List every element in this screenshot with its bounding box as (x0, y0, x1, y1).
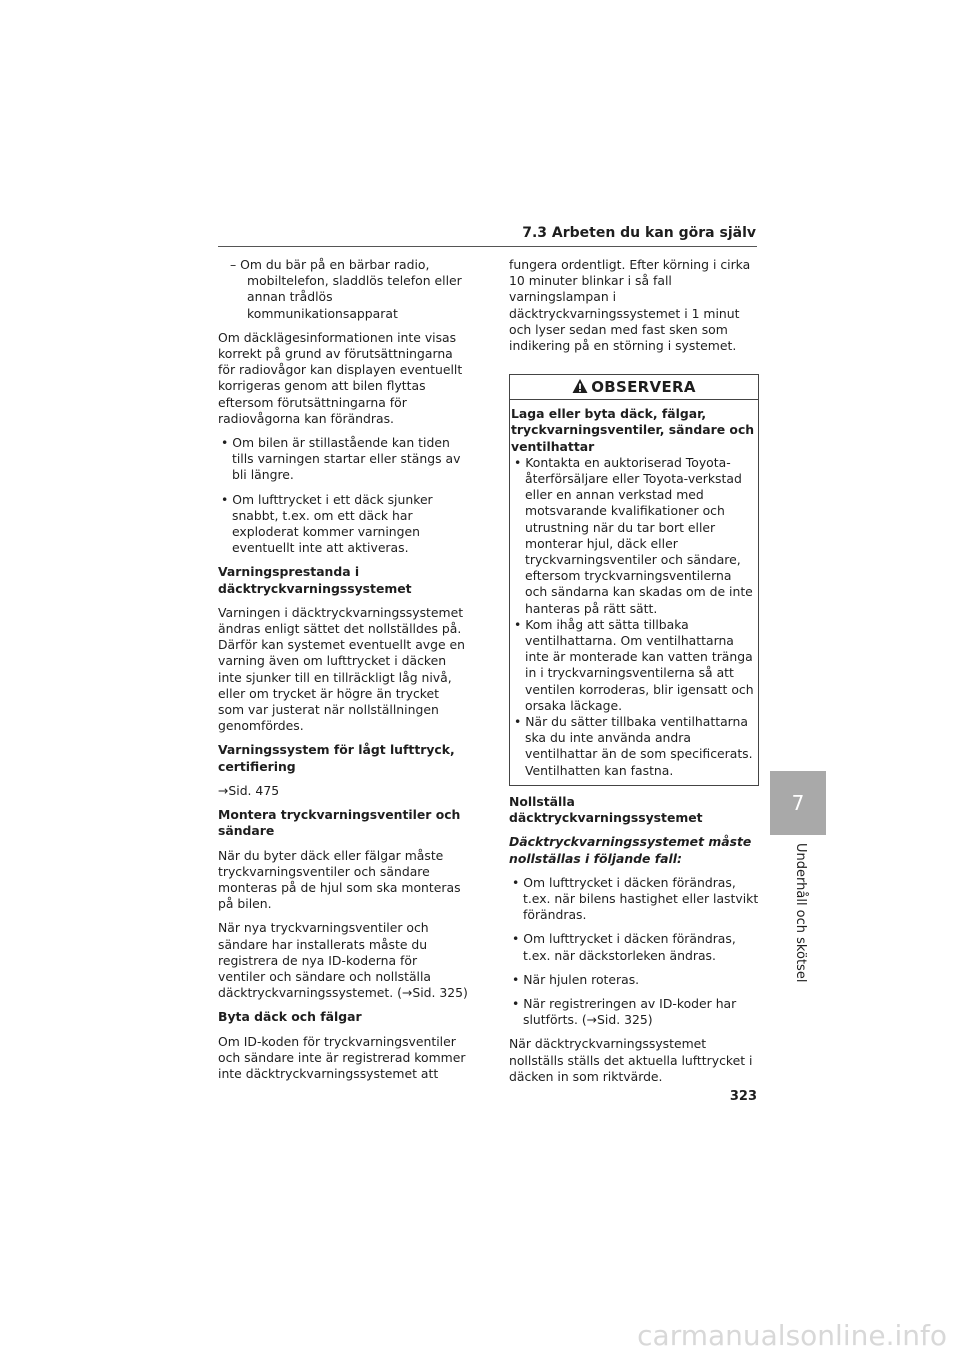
chapter-label: Underhåll och skötsel (793, 843, 808, 983)
caution-item: • Kom ihåg att sätta tillbaka ventilhattarna. Om ventilhattarna inte är monterade kan vatten tränga in i tryckvarningsventilerna så att ventilen korroderas, blir igensatt och orsaka läckage. (514, 616, 754, 713)
bullet-item: • När hjulen roteras. (512, 971, 640, 987)
bullet-item: • Om bilen är stillastående kan tiden tills varningen startar eller stängs av bli längre. (221, 435, 461, 483)
watermark: carmanualsonline.info (637, 1319, 947, 1352)
caution-body (510, 400, 758, 785)
chapter-tab: 7 (770, 771, 826, 835)
bullet-item: • Om lufttrycket i däcken förändras, t.ex. när däckstorleken ändras. (512, 931, 736, 963)
subheading: Varningssystem för lågt lufttryck, certifiering (218, 742, 455, 774)
section-title: 7.3 Arbeten du kan göra själv (522, 225, 756, 241)
caution-heading: Laga eller byta däck, fälgar, tryckvarningsventiler, sändare och ventilhattar (511, 406, 755, 454)
caution-box (509, 374, 759, 786)
right-column (509, 257, 759, 1093)
subheading: Varningsprestanda i däcktryckvarningssystemet (218, 564, 412, 596)
subheading: Byta däck och fälgar (218, 1009, 362, 1025)
left-column (218, 257, 468, 1090)
paragraph: När däcktryckvarningssystemet nollställs ställs det aktuella lufttrycket i däcken in som riktvärde. (509, 1036, 753, 1084)
paragraph: Om ID-koden för tryckvarningsventiler och sändare inte är registrerad kommer inte däcktryckvarningssystemet att (218, 1033, 466, 1081)
caution-header (510, 375, 758, 400)
subheading: Nollställa däcktryckvarningssystemet (509, 793, 703, 826)
paragraph: fungera ordentligt. Efter körning i cirka 10 minuter blinkar i så fall varningslampan i däcktryckvarningssystemet i 1 minut och lyser sedan med fast sken som indikering på en störning i systemet. (509, 257, 751, 354)
bullet-item: • Om lufttrycket i däcken förändras, t.ex. när bilens hastighet eller lastvikt förändras. (512, 874, 759, 923)
paragraph: När du byter däck eller fälgar måste tryckvarningsventiler och sändare monteras på de hjul som ska monteras på bilen. (218, 847, 461, 912)
caution-title: OBSERVERA (591, 378, 696, 397)
paragraph: När nya tryckvarningsventiler och sändare har installerats måste du registrera de nya ID-koderna för ventiler och sändare och nollställa däcktryckvarningssystemet. (→Sid. 325) (218, 920, 468, 1001)
paragraph: Varningen i däcktryckvarningssystemet ändras enligt sättet det nollställdes på. Därför kan systemet eventuellt avge en varning även om lufttrycket i däcken inte sjunker till en tillräckligt låg nivå, eller om trycket är högre än trycket som var justerat när nollställningen genomfördes. (218, 604, 466, 734)
subheading-italic: Däcktryckvarningssystemet måste nollställas i följande fall: (509, 834, 752, 866)
bullet-item: • När registreringen av ID-koder har slutförts. (→Sid. 325) (512, 995, 737, 1028)
caution-item: • Kontakta en auktoriserad Toyota-återförsäljare eller Toyota-verkstad eller en annan verkstad med motsvarande kvalifikationer och utrustning när du tar bort eller monterar hjul, däck eller tryckvarningsventiler och sändare, eftersom tryckvarningsventilerna och sändarna kan skadas om de inte hanteras på rätt sätt. (514, 454, 753, 616)
page-number: 323 (729, 1089, 757, 1104)
dash-list-item: – Om du bär på en bärbar radio, mobiltelefon, sladdlös telefon eller annan trådlös kommunikationsapparat (230, 257, 462, 321)
subheading: Montera tryckvarningsventiler och sändare (218, 807, 461, 839)
warning-icon (572, 378, 588, 394)
paragraph: Om däcklägesinformationen inte visas korrekt på grund av förutsättningarna för radiovågor kan displayen eventuellt korrigeras genom att bilen flyttas eftersom förutsättningarna för radiovågorna kan förändras. (218, 329, 463, 426)
caution-item: • När du sätter tillbaka ventilhattarna ska du inte använda andra ventilhattar än de som specificerats. Ventilhatten kan fastna. (514, 714, 753, 778)
page-reference: →Sid. 475 (218, 782, 280, 798)
bullet-item: • Om lufttrycket i ett däck sjunker snabbt, t.ex. om ett däck har exploderat kommer varningen eventuellt inte att aktiveras. (221, 491, 433, 556)
header-divider (218, 246, 757, 247)
